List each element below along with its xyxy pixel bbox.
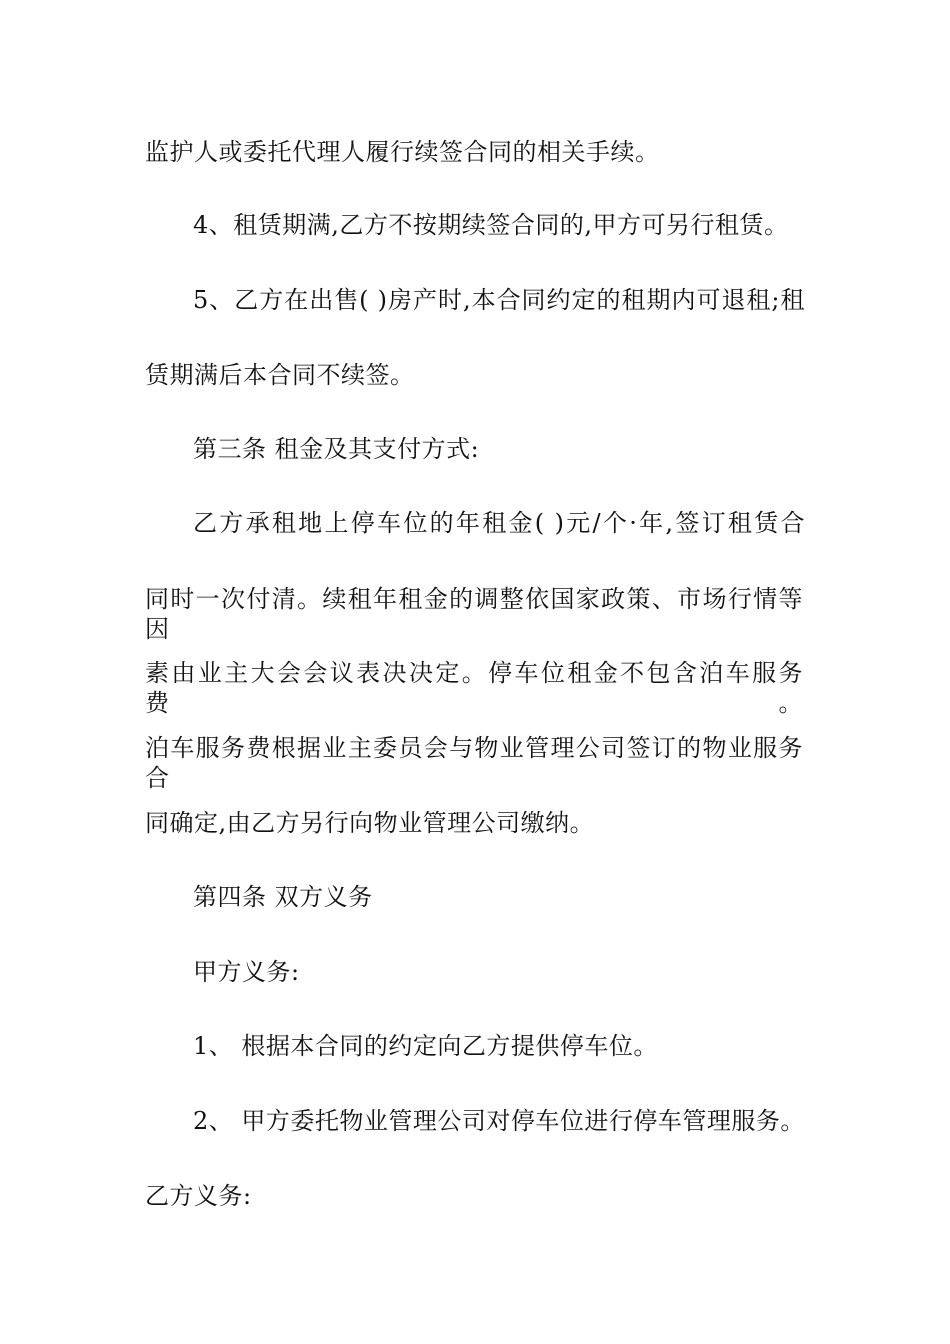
text-line-clause-4: 4、租赁期满,乙方不按期续签合同的,甲方可另行租赁。 bbox=[193, 211, 789, 239]
text-line-rent-1: 乙方承租地上停车位的年租金( )元/个·年,签订租赁合 bbox=[193, 509, 805, 537]
text-line-rent-4: 泊车服务费根据业主委员会与物业管理公司签订的物业服务合 bbox=[145, 734, 803, 792]
party-b-obligations-heading: 乙方义务: bbox=[145, 1182, 252, 1210]
text-line-clause-5-cont: 赁期满后本合同不续签。 bbox=[145, 361, 415, 389]
text-line-rent-5: 同确定,由乙方另行向物业管理公司缴纳。 bbox=[145, 809, 595, 837]
party-a-obligation-1: 1、 根据本合同的约定向乙方提供停车位。 bbox=[193, 1032, 658, 1060]
article-4-heading: 第四条 双方义务 bbox=[193, 883, 373, 911]
party-a-obligations-heading: 甲方义务: bbox=[193, 958, 300, 986]
text-line-rent-3: 素由业主大会会议表决决定。停车位租金不包含泊车服务费。 bbox=[145, 659, 803, 717]
text-line-rent-2: 同时一次付清。续租年租金的调整依国家政策、市场行情等因 bbox=[145, 585, 803, 643]
party-a-obligation-2: 2、 甲方委托物业管理公司对停车位进行停车管理服务。 bbox=[193, 1107, 805, 1135]
text-line-guardian-procedures: 监护人或委托代理人履行续签合同的相关手续。 bbox=[145, 138, 660, 166]
article-3-heading: 第三条 租金及其支付方式: bbox=[193, 435, 480, 463]
text-line-clause-5: 5、乙方在出售( )房产时,本合同约定的租期内可退租;租 bbox=[193, 286, 805, 314]
